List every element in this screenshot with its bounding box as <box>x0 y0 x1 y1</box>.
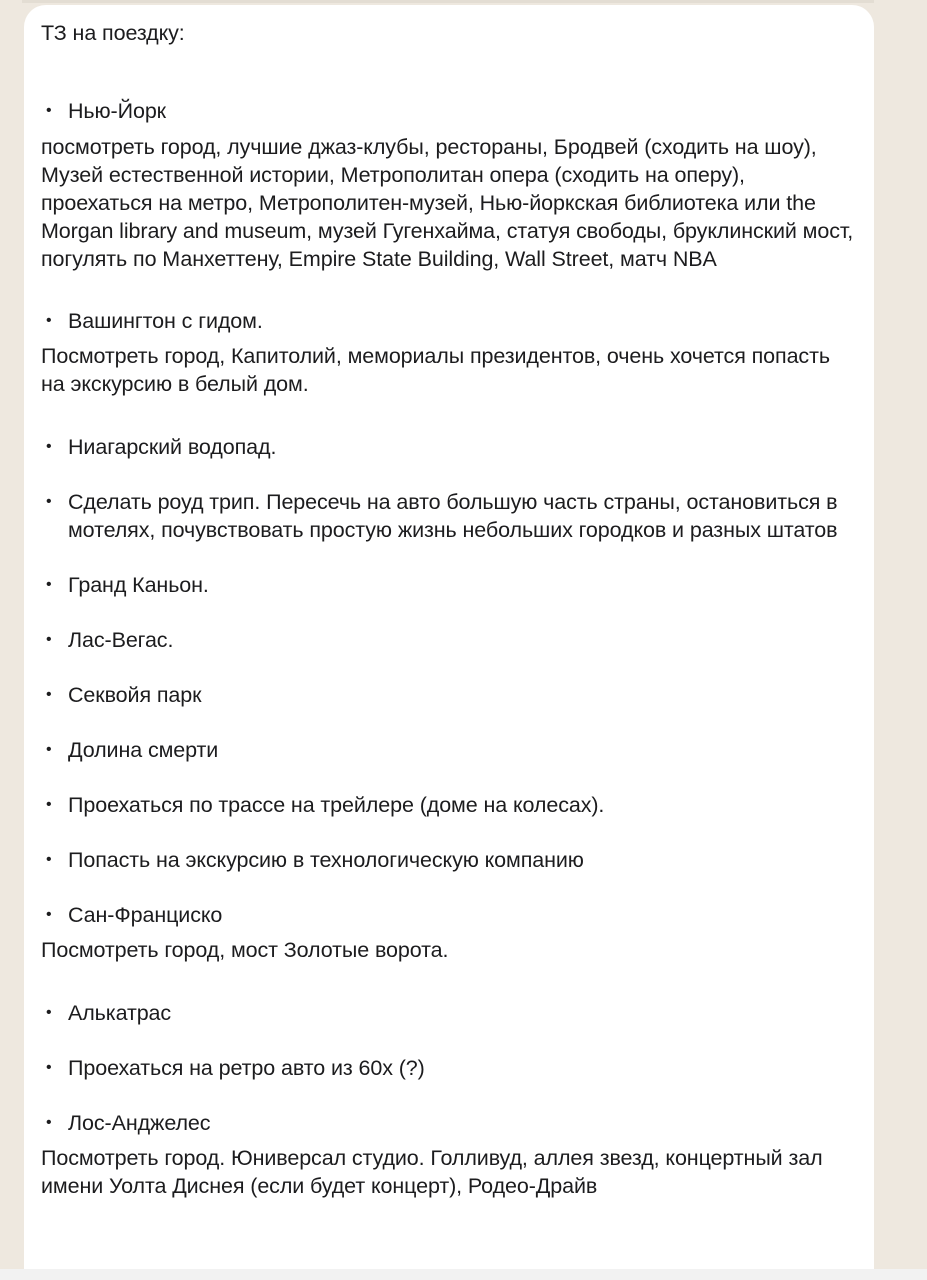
bullet-icon: • <box>46 438 52 455</box>
bullet-icon: • <box>46 741 52 758</box>
message-title: ТЗ на поездку: <box>41 21 185 45</box>
bullet-icon: • <box>46 906 52 923</box>
list-item-label: Ниагарский водопад. <box>68 435 277 459</box>
list-item-label: Лас-Вегас. <box>68 628 174 652</box>
bullet-icon: • <box>46 576 52 593</box>
list-item-label: Гранд Каньон. <box>68 573 209 597</box>
bullet-icon: • <box>46 493 52 510</box>
list-item-details: Посмотреть город. Юниверсал студио. Голливуд, аллея звезд, концертный зал имени Уолта Диснея (если будет концерт), Родео-Драйв <box>41 1146 823 1198</box>
list-item-sequoia <box>41 681 858 709</box>
list-item-label: Сделать роуд трип. Пересечь на авто большую часть страны, остановиться в мотелях, почувствовать простую жизнь небольших городков и разных штатов <box>68 490 838 542</box>
list-item-details: Посмотреть город, мост Золотые ворота. <box>41 938 449 962</box>
list-item-details: Посмотреть город, Капитолий, мемориалы президентов, очень хочется попасть на экскурсию в белый дом. <box>41 344 830 396</box>
message-bubble[interactable] <box>24 5 874 1280</box>
list-item-label: Нью-Йорк <box>68 99 166 123</box>
list-item-las-vegas <box>41 626 858 654</box>
list-item-tech-company <box>41 846 858 874</box>
list-item-washington <box>41 307 858 335</box>
list-item-label: Секвойя парк <box>68 683 202 707</box>
list-item-label: Вашингтон с гидом. <box>68 309 263 333</box>
list-item-trailer <box>41 791 858 819</box>
list-item-alcatraz <box>41 999 858 1027</box>
list-item-new-york <box>41 97 858 125</box>
list-item-san-francisco <box>41 901 858 929</box>
list-item-death-valley <box>41 736 858 764</box>
list-item-label: Алькатрас <box>68 1001 172 1025</box>
list-item-label: Лос-Анджелес <box>68 1111 211 1135</box>
list-item-label: Долина смерти <box>68 738 219 762</box>
chat-bottom-area <box>0 1269 927 1280</box>
bullet-icon: • <box>46 851 52 868</box>
bullet-icon: • <box>46 312 52 329</box>
bullet-icon: • <box>46 1114 52 1131</box>
previous-message-edge <box>22 0 874 3</box>
bullet-icon: • <box>46 796 52 813</box>
bullet-icon: • <box>46 102 52 119</box>
list-item-label: Сан-Франциско <box>68 903 223 927</box>
list-item-label: Проехаться по трассе на трейлере (доме на колесах). <box>68 793 605 817</box>
list-item-label: Проехаться на ретро авто из 60х (?) <box>68 1056 425 1080</box>
list-item-los-angeles <box>41 1109 858 1137</box>
list-item-label: Попасть на экскурсию в технологическую компанию <box>68 848 584 872</box>
list-item-grand-canyon <box>41 571 858 599</box>
bullet-icon: • <box>46 631 52 648</box>
bullet-icon: • <box>46 1059 52 1076</box>
list-item-road-trip <box>41 488 858 544</box>
list-item-niagara <box>41 433 858 461</box>
list-item-retro-car <box>41 1054 858 1082</box>
bullet-icon: • <box>46 1004 52 1021</box>
bullet-icon: • <box>46 686 52 703</box>
list-item-details: посмотреть город, лучшие джаз-клубы, рестораны, Бродвей (сходить на шоу), Музей естественной истории, Метрополитан опера (сходить на оперу), проехаться на метро, Метрополитен-музей, Нью-йоркская библиотека или the Morgan library and museum, музей Гугенхайма, статуя свободы, бруклинский мост, погулять по Манхеттену, Empire State Building, Wall Street, матч NBA <box>41 135 854 271</box>
